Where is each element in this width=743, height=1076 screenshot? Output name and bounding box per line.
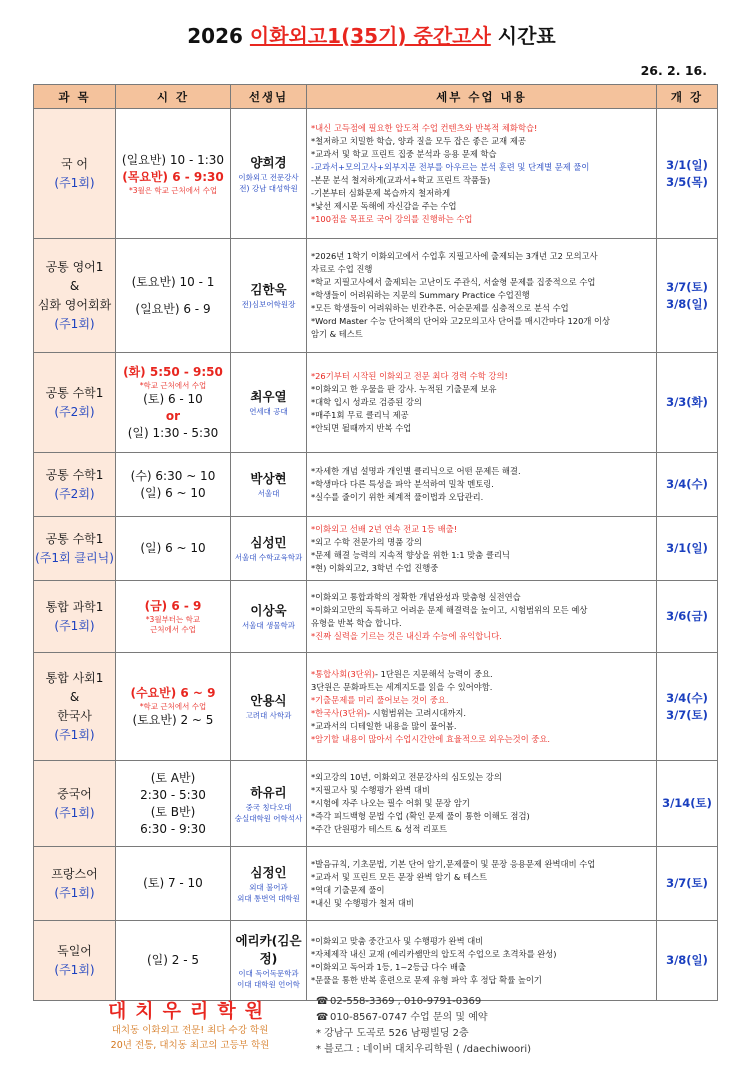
contact-phone-1: ☎ 02-558-3369 , 010-9791-0369 — [316, 994, 531, 1010]
title-exam: 이화외고1(35기) 중간고사 — [249, 24, 491, 48]
detail-line: *대학 입시 성과로 검증된 강의 — [311, 397, 422, 407]
start-date: 3/8(일) — [666, 953, 708, 967]
subject-cell — [34, 581, 116, 653]
teacher-credential: 전)심보어학원장 — [241, 300, 296, 309]
subject-name: 독일어 — [57, 943, 92, 958]
start-date-cell — [657, 453, 718, 517]
teacher-cell — [231, 453, 307, 517]
detail-line: 3단원은 문화파트는 세계지도를 읽을 수 있어야함. — [311, 681, 493, 692]
teacher-credential: 서울대 수학교육학과 — [234, 553, 303, 562]
detail-line: *자체제작 내신 교재 (에리카쌤만의 압도적 수업으로 초격차를 완성) — [311, 948, 557, 959]
start-date: 3/1(일) — [666, 541, 708, 555]
time-slot: (목요반) 6 - 9:30 — [122, 169, 224, 184]
detail-line: *학생들이 어려워하는 지문의 Summary Practice 수업진행 — [311, 290, 530, 300]
teacher-credential: 고려대 사학과 — [245, 711, 292, 720]
detail-line: *교과서 및 학교 프린트 집중 분석과 응용 문제 학습 — [311, 148, 497, 159]
subject-name: 공통 수학1 — [45, 467, 104, 482]
contact-phone-2: ☎ 010-8567-0747 수업 문의 및 예약 — [316, 1010, 531, 1026]
col-details: 세부 수업 내용 — [307, 85, 657, 109]
subject-name: 통합 과학1 — [45, 599, 104, 614]
schedule-row — [34, 761, 718, 847]
detail-line: *이화외고만의 독특하고 어려운 문제 해결력을 높이고, 시험범위의 모든 예상 — [311, 604, 588, 615]
detail-line: *내신 고득점에 필요한 압도적 수업 컨텐츠와 반복적 체화학습! — [311, 122, 538, 133]
teacher-name: 하유리 — [250, 784, 287, 800]
start-date: 3/7(토) — [666, 876, 708, 890]
start-date: 3/3(화) — [666, 395, 708, 409]
teacher-credential: 이대 독어독문학과 — [238, 968, 299, 978]
subject-cell — [34, 517, 116, 581]
time-slot: (수요반) 6 ~ 9 — [130, 685, 216, 700]
detail-highlight: *한국사(3단위) — [311, 707, 367, 718]
time-slot: (일요반) 6 - 9 — [135, 301, 211, 316]
detail-line: *이화외고 한 우물을 판 강사. 누적된 기출문제 보유 — [311, 384, 497, 394]
detail-line: *역대 기출문제 풀이 — [311, 884, 385, 895]
details-cell — [307, 921, 657, 1001]
time-slot: (일) 2 - 5 — [147, 953, 199, 967]
subject-name: 심화 영어회화 — [37, 297, 112, 312]
details-cell — [307, 239, 657, 353]
time-cell — [116, 921, 231, 1001]
subject-frequency: (주1회) — [54, 962, 95, 977]
time-slot: (토요반) 2 ~ 5 — [132, 712, 214, 727]
start-date: 3/5(목) — [666, 174, 708, 189]
schedule-row — [34, 921, 718, 1001]
teacher-cell — [231, 847, 307, 921]
teacher-name: 안용식 — [250, 693, 287, 708]
header-row — [34, 85, 718, 109]
col-time: 시 간 — [116, 85, 231, 109]
subject-cell — [34, 921, 116, 1001]
subject-frequency: (주1회) — [54, 175, 95, 190]
detail-line: *이화외고 통합과학의 정확한 개념완성과 맞춤형 실전연습 — [311, 591, 521, 602]
detail-line: -본문 분석 철저하게(교과서+학교 프린트 작품들) — [311, 174, 491, 185]
detail-line: 유형을 반복 학습 합니다. — [311, 617, 402, 628]
schedule-table — [33, 84, 718, 1001]
subject-cell — [34, 653, 116, 761]
details-cell — [307, 353, 657, 453]
time-slot: (토요반) 10 - 1 — [131, 274, 215, 289]
subject-frequency: (주1회) — [54, 885, 95, 900]
teacher-cell — [231, 353, 307, 453]
time-cell — [116, 109, 231, 239]
schedule-row — [34, 353, 718, 453]
detail-line: *주간 단원평가 테스트 & 성적 리포트 — [311, 824, 448, 834]
detail-line: *100점을 목표로 국어 강의를 진행하는 수업 — [311, 213, 473, 224]
detail-line: *모든 학생들이 어려워하는 빈칸추론, 어순문제를 심층적으로 분석 수업 — [311, 303, 569, 313]
detail-line: *안되면 될때까지 반복 수업 — [311, 423, 412, 433]
time-note: *3월부터는 학교 — [145, 615, 201, 624]
time-slot: (토) 7 - 10 — [143, 876, 203, 890]
time-slot: (일) 1:30 - 5:30 — [127, 425, 219, 440]
teacher-name: 김한욱 — [250, 282, 287, 297]
start-date: 3/8(일) — [666, 296, 708, 311]
detail-line: *2026년 1학기 이화외고에서 수업후 지필고사에 출제되는 3개년 고2 모의고사 — [311, 251, 598, 261]
details-cell — [307, 847, 657, 921]
detail-line: *학교 지필고사에서 출제되는 고난이도 주관식, 서술형 문제를 집중적으로 수업 — [311, 277, 596, 287]
time-note: 근처에서 수업 — [150, 625, 196, 634]
subject-cell — [34, 109, 116, 239]
detail-line: *Word Master 수능 단어책의 단어와 고2모의고사 단어를 매시간마다 120개 이상 — [311, 316, 611, 326]
tagline-2: 20년 전통, 대치동 최고의 고등부 학원 — [110, 1040, 270, 1051]
detail-line: *암기할 내용이 많아서 수업시간안에 효율적으로 외우는것이 중요. — [311, 733, 551, 744]
subject-frequency: (주2회) — [54, 486, 95, 501]
teacher-cell — [231, 109, 307, 239]
start-date: 3/14(토) — [662, 796, 712, 810]
time-note: *학교 근처에서 수업 — [139, 701, 207, 711]
academy-name: 대치우리학원 — [107, 1000, 273, 1022]
col-teacher: 선생님 — [231, 85, 307, 109]
schedule-row — [34, 653, 718, 761]
teacher-name: 박상현 — [250, 471, 287, 486]
teacher-name: 이상욱 — [250, 603, 287, 618]
academy-block — [70, 996, 310, 1053]
page-title — [0, 20, 743, 49]
detail-line: *현) 이화외고2, 3학년 수업 진행중 — [311, 562, 439, 573]
teacher-name: 최우열 — [250, 389, 287, 404]
time-slot: (일) 6 ~ 10 — [140, 541, 206, 555]
teacher-credential: 이화외고 전문강사 — [238, 172, 299, 182]
teacher-credential: 이대 대학원 언어학 — [237, 979, 300, 989]
details-cell — [307, 453, 657, 517]
teacher-name: 양희경 — [250, 154, 287, 170]
teacher-credential: 숭실대학원 어학석사 — [234, 813, 303, 823]
subject-name: 공통 영어1 — [45, 259, 104, 274]
detail-line: *외고강의 10년, 이화외고 전문강사의 심도있는 강의 — [311, 772, 502, 782]
teacher-cell — [231, 921, 307, 1001]
schedule-row — [34, 453, 718, 517]
time-slot: (화) 5:50 - 9:50 — [123, 364, 223, 379]
time-note: *3월은 학교 근처에서 수업 — [128, 185, 218, 195]
start-date: 3/7(토) — [666, 279, 708, 294]
tagline-1: 대치동 이화외고 전문! 최다 수강 학원 — [111, 1025, 269, 1036]
contact-address: * 강남구 도곡로 526 남평빌딩 2층 — [316, 1028, 469, 1039]
subject-name: 공통 수학1 — [45, 531, 104, 546]
teacher-credential: 외대 불어과 — [249, 882, 288, 892]
time-slot: (금) 6 - 9 — [144, 599, 202, 613]
teacher-cell — [231, 517, 307, 581]
subject-frequency: (주1회) — [54, 805, 95, 820]
teacher-name: 심정인 — [250, 864, 287, 880]
time-slot: (일) 6 ~ 10 — [140, 485, 206, 500]
detail-line: *시험에 자주 나오는 필수 어휘 및 문장 암기 — [311, 798, 470, 808]
detail-line: -기본부터 심화문제 복습까지 철저하게 — [311, 187, 451, 198]
subject-cell — [34, 453, 116, 517]
subject-frequency: (주1회) — [54, 618, 95, 633]
time-gap — [116, 291, 230, 301]
detail-line: *즉각 피드백형 문법 수업 (확인 문제 풀이 통한 이해도 점검) — [311, 811, 530, 821]
details-cell — [307, 653, 657, 761]
detail-line: *기출문제를 미리 풀어보는 것이 중요. — [311, 694, 449, 705]
detail-line: *학생마다 다른 특성을 파악 분석하여 밀착 멘토링. — [311, 479, 494, 489]
title-suffix: 시간표 — [497, 24, 556, 48]
detail-line: *교과서의 디테일한 내용을 많이 물어봄. — [311, 720, 457, 731]
teacher-credential: 외대 통번역 대학원 — [237, 893, 300, 903]
time-slot: or — [165, 408, 181, 423]
subject-name: 프랑스어 — [51, 866, 98, 881]
time-cell — [116, 239, 231, 353]
detail-line: *철저하고 치밀한 학습, 양과 질을 모두 잡은 좋은 교재 제공 — [311, 135, 526, 146]
col-subject: 과 목 — [34, 85, 116, 109]
time-cell — [116, 847, 231, 921]
detail-line: *이화외고 선배 2년 연속 전교 1등 배출! — [311, 523, 458, 534]
schedule-row — [34, 517, 718, 581]
time-cell — [116, 453, 231, 517]
time-cell — [116, 517, 231, 581]
teacher-credential: 서울대 생물학과 — [241, 621, 296, 630]
col-start: 개 강 — [657, 85, 718, 109]
detail-line — [311, 707, 653, 720]
issue-date: 26. 2. 16. — [640, 63, 707, 78]
detail-line: *교과서 및 프린트 모든 문장 완벽 암기 & 테스트 — [311, 871, 487, 882]
time-cell — [116, 761, 231, 847]
teacher-cell — [231, 761, 307, 847]
detail-line — [311, 668, 653, 681]
title-year: 2026 — [187, 24, 243, 48]
detail-line: *발음규칙, 기초문법, 기본 단어 암기,문제풀이 및 문장 응용문제 완벽대비 수업 — [311, 858, 596, 869]
subject-name: 국 어 — [61, 156, 88, 171]
teacher-cell — [231, 581, 307, 653]
detail-line: *지필고사 및 수행평가 완벽 대비 — [311, 785, 430, 795]
time-slot: (토 A반) — [150, 770, 196, 785]
detail-line: *자세한 개념 설명과 개인별 클리닉으로 어떤 문제든 해결. — [311, 466, 521, 476]
time-slot: 2:30 - 5:30 — [140, 787, 206, 802]
time-cell — [116, 353, 231, 453]
time-slot: (수) 6:30 ~ 10 — [130, 468, 216, 483]
start-date: 3/7(토) — [666, 707, 708, 722]
schedule-row — [34, 581, 718, 653]
subject-cell — [34, 239, 116, 353]
subject-cell — [34, 353, 116, 453]
start-date-cell — [657, 653, 718, 761]
start-date-cell — [657, 239, 718, 353]
subject-frequency: (주1회 클리닉) — [35, 550, 114, 565]
detail-line: -교과서+모의고사+외부지문 전부를 아우르는 분석 훈련 및 단계별 문제 풀이 — [311, 161, 590, 172]
detail-line: *이화외고 독어과 1등, 1~2등급 다수 배출 — [311, 961, 466, 972]
detail-line: *낯선 제시문 독해에 자신감을 주는 수업 — [311, 200, 457, 211]
teacher-cell — [231, 239, 307, 353]
subject-frequency: (주1회) — [54, 727, 95, 742]
detail-line: *문풀을 통한 반복 훈련으로 문제 유형 파악 후 정답 확률 높이기 — [311, 974, 542, 985]
teacher-credential: 연세대 공대 — [249, 407, 288, 416]
detail-text: - 1단원은 지문해석 능력이 중요. — [375, 668, 493, 679]
teacher-credential: 서울대 — [257, 489, 280, 498]
detail-line: *문제 해결 능력의 지속적 향상을 위한 1:1 맞춤 클리닉 — [311, 549, 510, 560]
start-date: 3/6(금) — [666, 609, 708, 623]
teacher-cell — [231, 653, 307, 761]
start-date-cell — [657, 581, 718, 653]
details-cell — [307, 581, 657, 653]
phone-icon: ☎ — [316, 996, 329, 1007]
start-date: 3/4(수) — [666, 477, 708, 491]
contact-blog: * 블로그 : 네이버 대치우리학원 ( /daechiwoori) — [316, 1044, 532, 1055]
detail-line: *외고 수학 전문가의 명품 강의 — [311, 536, 422, 547]
time-slot: (토) 6 - 10 — [143, 391, 203, 406]
time-slot: 6:30 - 9:30 — [140, 821, 206, 836]
schedule-row — [34, 847, 718, 921]
phone-icon: ☎ — [316, 1012, 329, 1023]
start-date: 3/4(수) — [666, 690, 708, 705]
details-cell — [307, 517, 657, 581]
teacher-credential: 전) 강남 대성학원 — [239, 183, 298, 193]
detail-text: - 시험범위는 고려시대까지. — [366, 707, 467, 718]
schedule-row — [34, 239, 718, 353]
start-date: 3/1(일) — [666, 157, 708, 172]
details-cell — [307, 761, 657, 847]
start-date-cell — [657, 517, 718, 581]
detail-line: *매주1회 무료 클리닉 제공 — [311, 410, 409, 420]
contact-block — [316, 994, 531, 1058]
detail-line: *실수를 줄이기 위한 체계적 풀이법과 오답관리. — [311, 492, 484, 502]
subject-cell — [34, 761, 116, 847]
detail-line: 암기 & 테스트 — [311, 329, 363, 339]
subject-name: & — [69, 278, 80, 293]
start-date-cell — [657, 761, 718, 847]
teacher-name: 심성민 — [250, 535, 287, 550]
subject-frequency: (주2회) — [54, 404, 95, 419]
detail-line: 자료로 수업 진행 — [311, 264, 373, 274]
time-cell — [116, 653, 231, 761]
start-date-cell — [657, 109, 718, 239]
subject-name: 공통 수학1 — [45, 385, 104, 400]
time-slot: (토 B반) — [150, 804, 196, 819]
detail-line: *26기부터 시작된 이화외고 전문 최다 경력 수학 강의! — [311, 371, 508, 381]
detail-line: *내신 및 수행평가 철저 대비 — [311, 897, 414, 908]
subject-name: 중국어 — [57, 786, 92, 801]
teacher-name: 에리카(김은정) — [235, 932, 302, 966]
time-note: *학교 근처에서 수업 — [139, 380, 207, 390]
subject-name: & — [69, 689, 80, 704]
subject-cell — [34, 847, 116, 921]
detail-highlight: *통합사회(3단위) — [311, 668, 375, 679]
subject-frequency: (주1회) — [54, 316, 95, 331]
details-cell — [307, 109, 657, 239]
subject-name: 통합 사회1 — [45, 670, 104, 685]
detail-line: *이화외고 맞춤 중간고사 및 수행평가 완벽 대비 — [311, 935, 484, 946]
detail-line: *진짜 실력을 기르는 것은 내신과 수능에 유익합니다. — [311, 630, 502, 641]
time-slot: (일요반) 10 - 1:30 — [121, 152, 225, 167]
time-cell — [116, 581, 231, 653]
teacher-credential: 중국 칭다오대 — [245, 802, 292, 812]
schedule-row — [34, 109, 718, 239]
subject-name: 한국사 — [57, 708, 92, 723]
start-date-cell — [657, 847, 718, 921]
start-date-cell — [657, 353, 718, 453]
start-date-cell — [657, 921, 718, 1001]
